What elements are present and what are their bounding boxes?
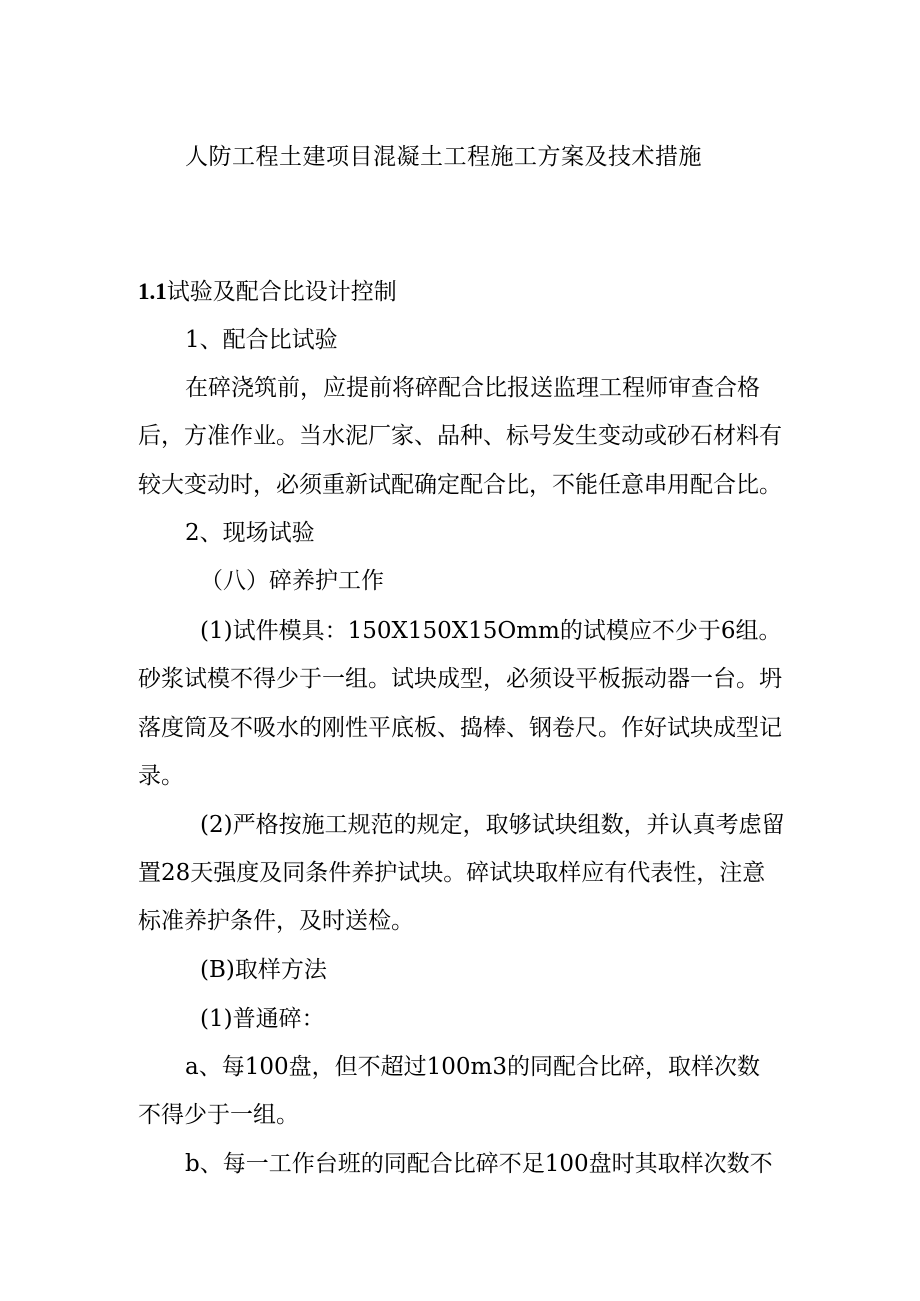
paragraph-line: 置28天强度及同条件养护试块。碎试块取样应有代表性，注意	[138, 860, 766, 886]
paragraph-line: 落度筒及不吸水的刚性平底板、捣棒、钢卷尺。作好试块成型记	[138, 715, 782, 741]
document-title: 人防工程土建项目混凝土工程施工方案及技术措施	[185, 144, 702, 170]
section-title: 试验及配合比设计控制	[166, 279, 397, 305]
subheading-mix-test: 1、配合比试验	[185, 327, 338, 353]
paragraph-line: 标准养护条件，及时送检。	[138, 908, 414, 934]
paragraph-line: 不得少于一组。	[138, 1102, 299, 1128]
paragraph-line: 录。	[138, 763, 184, 789]
paragraph-line: (1)试件模具：150X150X15Omm的试模应不少于6组。	[200, 618, 782, 644]
paragraph-line: 砂浆试模不得少于一组。试块成型，必须设平板振动器一台。坍	[138, 666, 782, 692]
paragraph-line: 在碎浇筑前，应提前将碎配合比报送监理工程师审查合格	[185, 375, 760, 401]
paragraph-line: (2)严格按施工规范的规定，取够试块组数，并认真考虑留	[200, 812, 785, 838]
section-heading	[138, 268, 397, 316]
paragraph-line: b、每一工作台班的同配合比碎不足100盘时其取样次数不	[185, 1151, 773, 1177]
paragraph-line: a、每100盘，但不超过100m3的同配合比碎，取样次数	[185, 1054, 760, 1080]
subheading-field-test: 2、现场试验	[185, 520, 315, 546]
section-number: 1.1	[138, 279, 167, 304]
paragraph-line: 较大变动时，必须重新试配确定配合比，不能任意串用配合比。	[138, 472, 782, 498]
subheading-ordinary-concrete: (1)普通碎：	[200, 1006, 325, 1032]
paragraph-line: 后，方准作业。当水泥厂家、品种、标号发生变动或砂石材料有	[138, 423, 782, 449]
subheading-sampling: (B)取样方法	[200, 957, 327, 983]
subheading-curing: （八）碎养护工作	[200, 568, 384, 594]
